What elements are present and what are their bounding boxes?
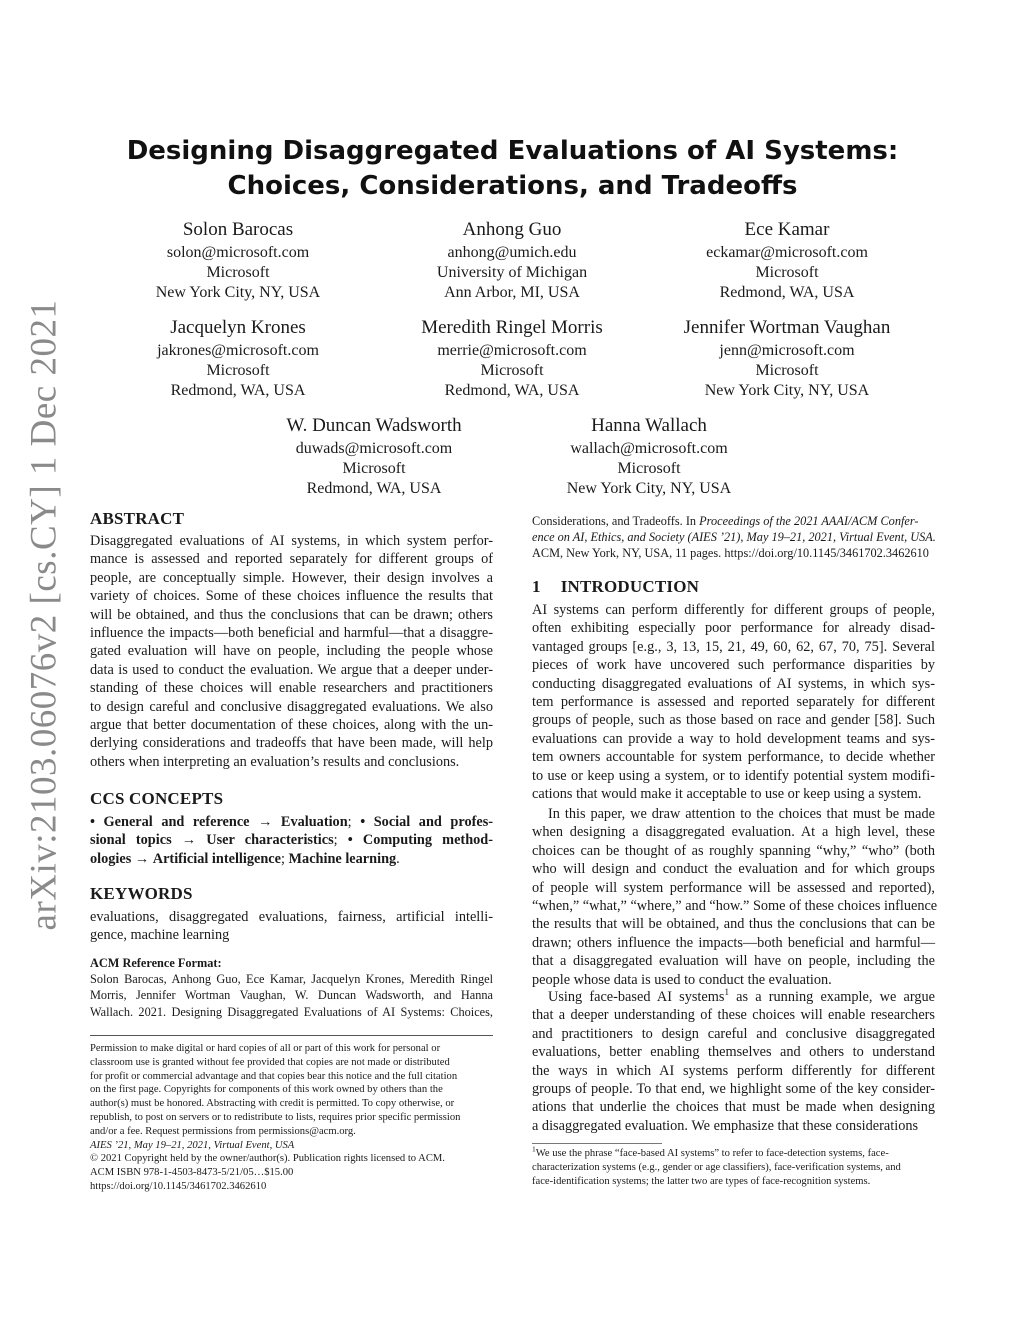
text-line: characterization systems (e.g., gender or age classifiers), face-verification systems, and xyxy=(532,1161,901,1173)
acm-reference xyxy=(90,955,493,1020)
text-line xyxy=(532,513,935,529)
author-block xyxy=(637,218,937,303)
text-line: ence on AI, Ethics, and Society (AIES ’21), May 19–21, 2021, Virtual Event, USA. xyxy=(532,530,936,545)
ccs-concepts xyxy=(90,813,493,868)
author-org: Microsoft xyxy=(342,460,406,477)
text-segment: We use the phrase “face-based AI systems” to refer to face-detection systems, face- xyxy=(535,1148,889,1159)
abstract-heading: ABSTRACT xyxy=(90,509,185,528)
separator: ; xyxy=(347,814,361,830)
text-line: of people will system performance will be assessed and reported), xyxy=(532,879,935,896)
author-name: Anhong Guo xyxy=(462,219,562,240)
acm-reference-continued xyxy=(532,513,935,562)
text-line: the results that will be obtained, and thus the conclusions that can be xyxy=(532,916,935,933)
author-name: W. Duncan Wadsworth xyxy=(286,415,462,436)
author-email[interactable]: anhong@umich.edu xyxy=(447,244,577,261)
divider xyxy=(90,1035,493,1036)
text-line: mance is assessed and reported separately for different groups of xyxy=(90,551,493,568)
text-line: derlying considerations and tradeoffs that have been made, will help xyxy=(90,735,493,752)
text-line: evaluations, disaggregated evaluations, fairness, artificial intelli- xyxy=(90,909,493,925)
ccs-term[interactable]: Evaluation xyxy=(280,814,348,830)
text-line: gence, machine learning xyxy=(90,927,230,944)
text-line: to design careful and conclusive disaggregated evaluations. We also xyxy=(90,698,493,715)
text-line: pieces of work have uncovered such performance disparities by xyxy=(532,657,935,674)
text-line: when designing a disaggregated evaluation. At a high level, these xyxy=(532,824,935,841)
keywords-text xyxy=(90,908,493,945)
ref-text: Considerations, and Tradeoffs. In xyxy=(532,514,700,528)
title-line-2: Choices, Considerations, and Tradeoffs xyxy=(227,171,798,201)
author-block xyxy=(499,414,799,499)
text-line: on the first page. Copyrights for components of this work owned by others than the xyxy=(90,1084,443,1096)
author-email[interactable]: duwads@microsoft.com xyxy=(295,440,453,457)
intro-paragraph-3 xyxy=(532,988,935,1135)
text-line: choices can be thought of as roughly spanning “why,” “who” (both xyxy=(532,842,935,859)
text-line: to use or keep using a system, or to identify potential system modifi- xyxy=(532,767,935,784)
text-line: argue that better documentation of these choices, along with the un- xyxy=(90,717,493,734)
author-org: Microsoft xyxy=(206,362,270,379)
intro-paragraph-1 xyxy=(532,601,935,803)
separator: ; xyxy=(281,850,289,867)
text-line: that a disaggregated evaluation will have on people, including the xyxy=(532,953,935,970)
author-location: New York City, NY, USA xyxy=(155,284,321,301)
ccs-heading: CCS CONCEPTS xyxy=(90,789,224,808)
text-line[interactable]: ACM, New York, NY, USA, 11 pages. https://doi.org/10.1145/3461702.3462610 xyxy=(532,546,929,561)
ccs-term[interactable]: Artificial intelligence xyxy=(152,850,281,867)
text-line: cations that would make it acceptable to use or keep using a system. xyxy=(532,786,922,803)
text-line: that a deeper understanding of these choices will enable researchers xyxy=(532,1007,935,1024)
author-org: Microsoft xyxy=(755,264,819,281)
author-name: Hanna Wallach xyxy=(591,415,707,436)
author-block xyxy=(88,316,388,401)
text-line xyxy=(532,805,935,823)
permission-notice xyxy=(90,1042,493,1194)
copyright: © 2021 Copyright held by the owner/author(s). Publication rights licensed to ACM. xyxy=(90,1153,445,1165)
text-line: and practitioners to design careful and conclusive disaggregated xyxy=(532,1025,935,1042)
author-email[interactable]: eckamar@microsoft.com xyxy=(706,244,868,261)
text-line: groups of people. To that end, we highlight some of the key consider- xyxy=(532,1081,935,1098)
author-org: Microsoft xyxy=(755,362,819,379)
keywords-heading: KEYWORDS xyxy=(90,884,193,903)
text-line: will be obtained, and thus the conclusions that can be drawn; others xyxy=(90,606,493,623)
section-title: INTRODUCTION xyxy=(560,577,700,596)
footnote xyxy=(532,1144,935,1188)
ccs-line xyxy=(90,831,493,849)
author-email[interactable]: solon@microsoft.com xyxy=(166,244,310,261)
text-line: the ways in which AI systems perform differently for different xyxy=(532,1062,935,1079)
ccs-line xyxy=(90,813,493,831)
text-line: evaluations, better enabling themselves and others to understand xyxy=(532,1044,935,1061)
ccs-line xyxy=(90,850,493,868)
text-line xyxy=(532,988,935,1006)
ref-proceedings: Proceedings of the 2021 AAAI/ACM Confer- xyxy=(699,514,919,528)
text-line: AI systems can perform differently for different groups of people, xyxy=(532,602,935,618)
doi-link[interactable]: https://doi.org/10.1145/3461702.3462610 xyxy=(90,1180,267,1192)
arrow: → xyxy=(171,832,207,849)
author-name: Ece Kamar xyxy=(744,219,830,240)
author-location: Redmond, WA, USA xyxy=(306,480,442,497)
author-name: Jennifer Wortman Vaughan xyxy=(683,317,891,338)
ccs-term[interactable]: • General and reference xyxy=(90,814,250,830)
footnote-divider xyxy=(532,1143,662,1144)
author-org: Microsoft xyxy=(480,362,544,379)
text-line: Morris, Jennifer Wortman Vaughan, W. Duncan Wadsworth, and Hanna xyxy=(90,988,493,1003)
title-line-1: Designing Disaggregated Evaluations of AI Systems: xyxy=(126,136,899,166)
text-line: Solon Barocas, Anhong Guo, Ece Kamar, Jacquelyn Krones, Meredith Ringel xyxy=(90,972,493,987)
arrow: → xyxy=(131,850,153,867)
author-org: Microsoft xyxy=(206,264,270,281)
text-line: data is used to conduct the evaluation. We argue that a deeper under- xyxy=(90,661,493,678)
text-line: evaluations can provide a way to hold development teams and sys- xyxy=(532,730,935,747)
acm-ref-heading: ACM Reference Format: xyxy=(90,956,222,970)
author-email[interactable]: merrie@microsoft.com xyxy=(437,342,587,359)
footnote-mark: 1 xyxy=(532,1144,536,1154)
text-line: “when,” “what,” “where,” and “how.” Some of these choices influence xyxy=(532,898,938,915)
text-line: Disaggregated evaluations of AI systems, in which system perfor- xyxy=(90,533,493,549)
author-name: Jacquelyn Krones xyxy=(170,317,306,338)
ccs-term[interactable]: ologies xyxy=(90,850,132,867)
author-block xyxy=(224,414,524,499)
text-line: groups of people, such as those based on race and gender [58]. Such xyxy=(532,712,935,729)
ccs-term[interactable]: User characteristics xyxy=(206,832,334,849)
author-block xyxy=(362,218,662,303)
text-segment: In this paper, we draw attention to the choices that must be made xyxy=(548,806,935,822)
text-line: standing of these choices will enable researchers and practitioners xyxy=(90,680,493,697)
arrow: → xyxy=(249,814,281,830)
author-block xyxy=(362,316,662,401)
text-line: for profit or commercial advantage and that copies bear this notice and the full citation xyxy=(90,1070,458,1082)
text-line: others when interpreting an evaluation’s results and conclusions. xyxy=(90,753,460,770)
author-location: New York City, NY, USA xyxy=(704,382,870,399)
author-org: Microsoft xyxy=(617,460,681,477)
author-location: Redmond, WA, USA xyxy=(719,284,855,301)
text-line: Wallach. 2021. Designing Disaggregated Evaluations of AI Systems: Choices, xyxy=(90,1004,493,1019)
author-location: Ann Arbor, MI, USA xyxy=(444,284,580,301)
text-line: a disaggregated evaluation. We emphasize that these considerations xyxy=(532,1117,919,1134)
abstract-text xyxy=(90,532,493,771)
text-line: influence the impacts—both beneficial and harmful—that a disaggre- xyxy=(90,625,493,642)
text-line: people whose data is used to conduct the evaluation. xyxy=(532,971,832,988)
text-line xyxy=(532,1144,935,1161)
text-line: drawn; others influence the impacts—both beneficial and harmful— xyxy=(532,934,935,951)
ccs-term[interactable]: Machine learning xyxy=(288,850,397,867)
author-org: University of Michigan xyxy=(436,264,588,281)
author-block xyxy=(637,316,937,401)
text-line: vantaged groups [e.g., 3, 13, 15, 21, 49, 60, 62, 67, 70, 75]. Several xyxy=(532,638,935,655)
ccs-term[interactable]: • Computing method- xyxy=(347,832,494,849)
text-line: ations that underlie the choices that must be made when designing xyxy=(532,1099,935,1116)
text-line: author(s) must be honored. Abstracting with credit is permitted. To copy otherwise, or xyxy=(90,1098,455,1110)
author-email[interactable]: wallach@microsoft.com xyxy=(570,440,728,457)
period: . xyxy=(396,850,400,867)
intro-paragraph-2 xyxy=(532,805,938,989)
text-line: variety of choices. Some of these choices influence the results that xyxy=(90,588,493,605)
text-line: Permission to make digital or hard copies of all or part of this work for personal or xyxy=(90,1043,441,1054)
text-line: republish, to post on servers or to redistribute to lists, requires prior specific permission xyxy=(90,1111,461,1123)
author-email[interactable]: jenn@microsoft.com xyxy=(719,342,855,359)
text-line: face-identification systems; the latter two are types of face-recognition systems. xyxy=(532,1175,871,1187)
ccs-term[interactable]: sional topics xyxy=(90,832,172,849)
author-name: Solon Barocas xyxy=(182,219,294,240)
intro-heading xyxy=(532,577,699,597)
text-line: gated evaluation will have on people, including the people whose xyxy=(90,643,493,660)
author-name: Meredith Ringel Morris xyxy=(421,317,603,338)
separator: ; xyxy=(333,832,348,849)
author-email[interactable]: jakrones@microsoft.com xyxy=(157,342,319,359)
text-segment: as a running example, we argue xyxy=(728,989,935,1005)
author-location: New York City, NY, USA xyxy=(566,480,732,497)
author-location: Redmond, WA, USA xyxy=(444,382,580,399)
paper-title xyxy=(90,134,935,204)
footnote-ref[interactable]: 1 xyxy=(724,987,729,998)
text-segment: Using face-based AI systems xyxy=(548,989,725,1005)
text-line: people, are conceptually simple. However, their design involves a xyxy=(90,569,493,586)
arxiv-id: arXiv:2103.06076v2 [cs.CY] 1 Dec 2021 xyxy=(23,299,65,931)
author-block xyxy=(88,218,388,303)
ccs-term[interactable]: • Social and profes- xyxy=(360,814,494,830)
author-location: Redmond, WA, USA xyxy=(170,382,306,399)
isbn: ACM ISBN 978-1-4503-8473-5/21/05…$15.00 xyxy=(90,1167,294,1179)
text-line: often exhibiting especially poor performance for already disad- xyxy=(532,620,935,637)
venue: AIES ’21, May 19–21, 2021, Virtual Event, USA xyxy=(90,1139,295,1151)
text-line: classroom use is granted without fee provided that copies are not made or distributed xyxy=(90,1056,450,1068)
text-line: tem owners accountable for system performance, to decide whether xyxy=(532,749,935,766)
text-line: conducting disaggregated evaluations of AI systems, in which sys- xyxy=(532,675,935,692)
text-line: tem performance is assessed and reported separately for different xyxy=(532,694,935,711)
text-line: who will design and conduct the evaluation and for which groups xyxy=(532,861,935,878)
section-number: 1 xyxy=(532,577,541,596)
text-line: and/or a fee. Request permissions from permissions@acm.org. xyxy=(90,1125,356,1137)
